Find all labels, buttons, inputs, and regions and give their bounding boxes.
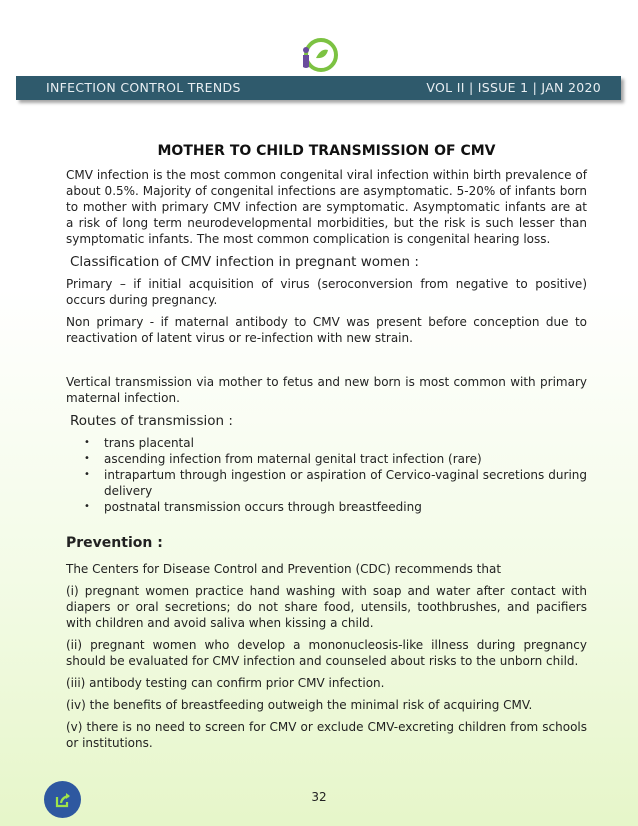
header-banner [16,76,621,100]
article-title: MOTHER TO CHILD TRANSMISSION OF CMV [157,143,496,159]
routes-list [66,435,587,515]
prevention-item: (ii) pregnant women who develop a mononucleosis-like illness during pregnancy should be evaluated for CMV infection and counseled about risks to the unborn child. [66,638,587,668]
issue-info: VOL II | ISSUE 1 | JAN 2020 [426,80,601,95]
prevention-item: (i) pregnant women practice hand washing with soap and water after contact with diapers or oral secretions; do not share food, utensils, toothbrushes, and pacifiers with children and avoid saliva when kissing a child. [66,584,587,630]
publication-logo-icon [299,36,339,74]
publication-title: INFECTION CONTROL TRENDS [46,80,241,95]
list-item: • postnatal transmission occurs through breastfeeding [104,499,587,515]
prevention-heading: Prevention : [66,535,163,551]
primary-paragraph: Primary – if initial acquisition of virus (seroconversion from negative to positive) occurs during pregnancy. [66,277,587,307]
prevention-item: (iv) the benefits of breastfeeding outweigh the minimal risk of acquiring CMV. [66,698,533,712]
routes-heading: Routes of transmission : [70,413,233,429]
page-number: 32 [311,790,327,804]
list-item: • ascending infection from maternal genital tract infection (rare) [104,451,587,467]
list-item: • intrapartum through ingestion or aspiration of Cervico-vaginal secretions during delivery [104,467,587,499]
article-body [66,143,587,757]
list-item: • trans placental [104,435,587,451]
prevention-item: (iii) antibody testing can confirm prior CMV infection. [66,676,385,690]
prevention-intro: The Centers for Disease Control and Prevention (CDC) recommends that [66,562,502,576]
non-primary-paragraph: Non primary - if maternal antibody to CMV was present before conception due to reactivation of latent virus or re-infection with new strain. [66,315,587,345]
intro-paragraph: CMV infection is the most common congenital viral infection within birth prevalence of about 0.5%. Majority of congenital infections are asymptomatic. 5-20% of infants born to mother with primary CMV infection are symptomatic. Asymptomatic infants are at a risk of long term neurodevelopmental morbidities, but the risk is such lesser than symptomatic infants. The most common complication is congenital hearing loss. [66,168,587,246]
vertical-transmission-paragraph: Vertical transmission via mother to fetus and new born is most common with primary maternal infection. [66,375,587,405]
prevention-item: (v) there is no need to screen for CMV or exclude CMV-excreting children from schools or institutions. [66,720,587,750]
classification-heading: Classification of CMV infection in pregnant women : [70,254,419,270]
